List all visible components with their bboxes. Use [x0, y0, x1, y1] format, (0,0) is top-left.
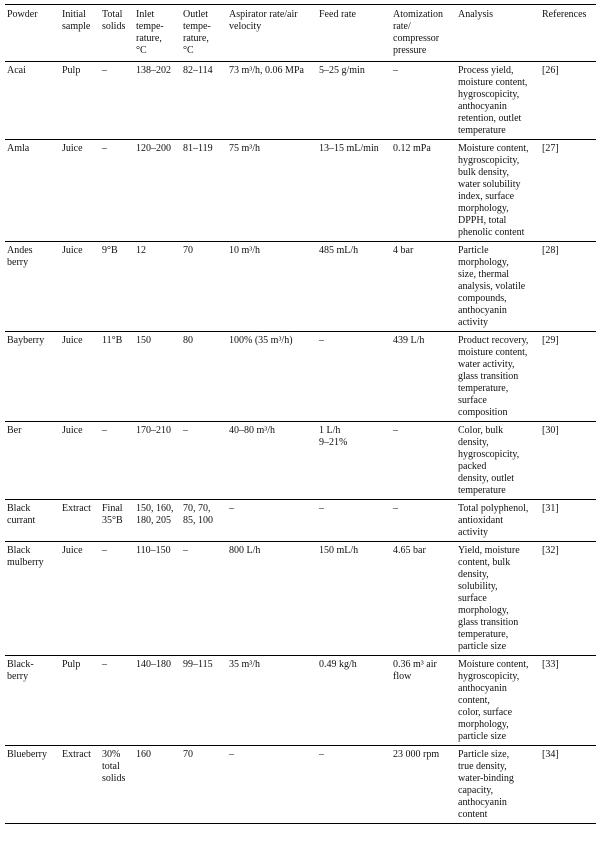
cell-initial-sample: Juice [62, 425, 83, 436]
header-powder: Powder [7, 9, 38, 20]
cell-aspirator-rate: – [229, 503, 234, 514]
cell-aspirator-rate: 75 m³/h [229, 143, 261, 154]
cell-feed-rate: 13–15 mL/min [319, 143, 379, 154]
cell-inlet-temperature: 12 [136, 245, 146, 256]
cell-references: [32] [542, 545, 559, 556]
cell-atomization-rate: 23 000 rpm [393, 749, 440, 760]
cell-initial-sample: Juice [62, 335, 83, 346]
cell-atomization-rate: 4 bar [393, 245, 414, 256]
table-row [5, 62, 596, 140]
cell-analysis: Total polyphenol, antioxidant activity [458, 503, 529, 538]
cell-atomization-rate: 439 L/h [393, 335, 425, 346]
cell-outlet-temperature: – [183, 545, 188, 556]
cell-powder: Andes berry [7, 245, 33, 268]
cell-atomization-rate: – [393, 425, 398, 436]
header-total-solids: Total solids [102, 9, 126, 32]
cell-initial-sample: Juice [62, 245, 83, 256]
cell-outlet-temperature: 82–114 [183, 65, 213, 76]
cell-analysis: Yield, moisture content, bulk density, solubility, surface morphology, glass transition temperature, particle size [458, 545, 520, 652]
cell-references: [31] [542, 503, 559, 514]
cell-feed-rate: 150 mL/h [319, 545, 359, 556]
cell-initial-sample: Extract [62, 749, 91, 760]
header-references: References [542, 9, 587, 20]
cell-feed-rate: 0.49 kg/h [319, 659, 357, 670]
cell-aspirator-rate: – [229, 749, 234, 760]
table-row [5, 242, 596, 332]
cell-analysis: Process yield, moisture content, hygroscopicity, anthocyanin retention, outlet temperature [458, 65, 528, 136]
spray-drying-table [5, 4, 596, 824]
cell-outlet-temperature: 81–119 [183, 143, 213, 154]
cell-analysis: Color, bulk density, hygroscopicity, packed density, outlet temperature [458, 425, 520, 496]
cell-feed-rate: – [319, 749, 324, 760]
table-row [5, 140, 596, 242]
cell-inlet-temperature: 150 [136, 335, 151, 346]
cell-references: [34] [542, 749, 559, 760]
header-atomization-rate: Atomization rate/ compressor pressure [393, 9, 443, 56]
table-row [5, 500, 596, 542]
cell-analysis: Product recovery, moisture content, water activity, glass transition temperature, surface composition [458, 335, 529, 418]
cell-outlet-temperature: 99–115 [183, 659, 213, 670]
table-header-row [5, 5, 596, 62]
cell-atomization-rate: – [393, 65, 398, 76]
cell-outlet-temperature: 70 [183, 245, 193, 256]
cell-initial-sample: Juice [62, 545, 83, 556]
cell-feed-rate: 485 mL/h [319, 245, 359, 256]
table-row [5, 542, 596, 656]
cell-inlet-temperature: 140–180 [136, 659, 171, 670]
cell-initial-sample: Pulp [62, 659, 81, 670]
cell-analysis: Moisture content, hygroscopicity, bulk density, water solubility index, surface morphology, DPPH, total phenolic content [458, 143, 529, 238]
cell-feed-rate: – [319, 503, 324, 514]
cell-aspirator-rate: 800 L/h [229, 545, 261, 556]
cell-outlet-temperature: 70, 70, 85, 100 [183, 503, 213, 526]
cell-feed-rate: 1 L/h 9–21% [319, 425, 348, 448]
cell-references: [28] [542, 245, 559, 256]
cell-aspirator-rate: 40–80 m³/h [229, 425, 276, 436]
cell-initial-sample: Pulp [62, 65, 81, 76]
cell-inlet-temperature: 110–150 [136, 545, 171, 556]
cell-outlet-temperature: – [183, 425, 188, 436]
cell-references: [26] [542, 65, 559, 76]
cell-total-solids: – [102, 545, 107, 556]
cell-analysis: Moisture content, hygroscopicity, anthocyanin content, color, surface morphology, particle size [458, 659, 529, 742]
cell-total-solids: Final 35°B [102, 503, 123, 526]
cell-analysis: Particle size, true density, water-binding capacity, anthocyanin content [458, 749, 514, 820]
cell-inlet-temperature: 150, 160, 180, 205 [136, 503, 174, 526]
cell-outlet-temperature: 80 [183, 335, 193, 346]
cell-total-solids: 9°B [102, 245, 118, 256]
cell-references: [30] [542, 425, 559, 436]
cell-total-solids: 11°B [102, 335, 123, 346]
cell-feed-rate: – [319, 335, 324, 346]
cell-powder: Black currant [7, 503, 36, 526]
header-feed-rate: Feed rate [319, 9, 356, 20]
cell-aspirator-rate: 100% (35 m³/h) [229, 335, 293, 346]
cell-powder: Bayberry [7, 335, 45, 346]
cell-initial-sample: Extract [62, 503, 91, 514]
header-inlet-temperature: Inlet tempe- rature, °C [136, 9, 164, 56]
cell-aspirator-rate: 73 m³/h, 0.06 MPa [229, 65, 304, 76]
cell-references: [33] [542, 659, 559, 670]
cell-powder: Ber [7, 425, 22, 436]
cell-feed-rate: 5–25 g/min [319, 65, 365, 76]
cell-atomization-rate: 4.65 bar [393, 545, 426, 556]
cell-atomization-rate: 0.12 mPa [393, 143, 431, 154]
header-initial-sample: Initial sample [62, 9, 91, 32]
table-row [5, 656, 596, 746]
table-row [5, 746, 596, 824]
cell-atomization-rate: 0.36 m³ air flow [393, 659, 437, 682]
cell-total-solids: 30% total solids [102, 749, 126, 784]
cell-inlet-temperature: 160 [136, 749, 151, 760]
cell-aspirator-rate: 10 m³/h [229, 245, 261, 256]
header-analysis: Analysis [458, 9, 493, 20]
cell-outlet-temperature: 70 [183, 749, 193, 760]
cell-total-solids: – [102, 659, 107, 670]
cell-inlet-temperature: 138–202 [136, 65, 171, 76]
cell-powder: Blueberry [7, 749, 47, 760]
header-aspirator-rate: Aspirator rate/air velocity [229, 9, 298, 32]
table-row [5, 332, 596, 422]
cell-powder: Acai [7, 65, 26, 76]
header-outlet-temperature: Outlet tempe- rature, °C [183, 9, 211, 56]
cell-analysis: Particle morphology, size, thermal analysis, volatile compounds, anthocyanin activity [458, 245, 526, 328]
cell-aspirator-rate: 35 m³/h [229, 659, 261, 670]
table-row [5, 422, 596, 500]
cell-powder: Black- berry [7, 659, 34, 682]
cell-atomization-rate: – [393, 503, 398, 514]
cell-powder: Black mulberry [7, 545, 44, 568]
cell-inlet-temperature: 120–200 [136, 143, 171, 154]
cell-total-solids: – [102, 143, 107, 154]
cell-total-solids: – [102, 65, 107, 76]
cell-references: [29] [542, 335, 559, 346]
cell-references: [27] [542, 143, 559, 154]
cell-inlet-temperature: 170–210 [136, 425, 171, 436]
cell-total-solids: – [102, 425, 107, 436]
cell-initial-sample: Juice [62, 143, 83, 154]
cell-powder: Amla [7, 143, 30, 154]
